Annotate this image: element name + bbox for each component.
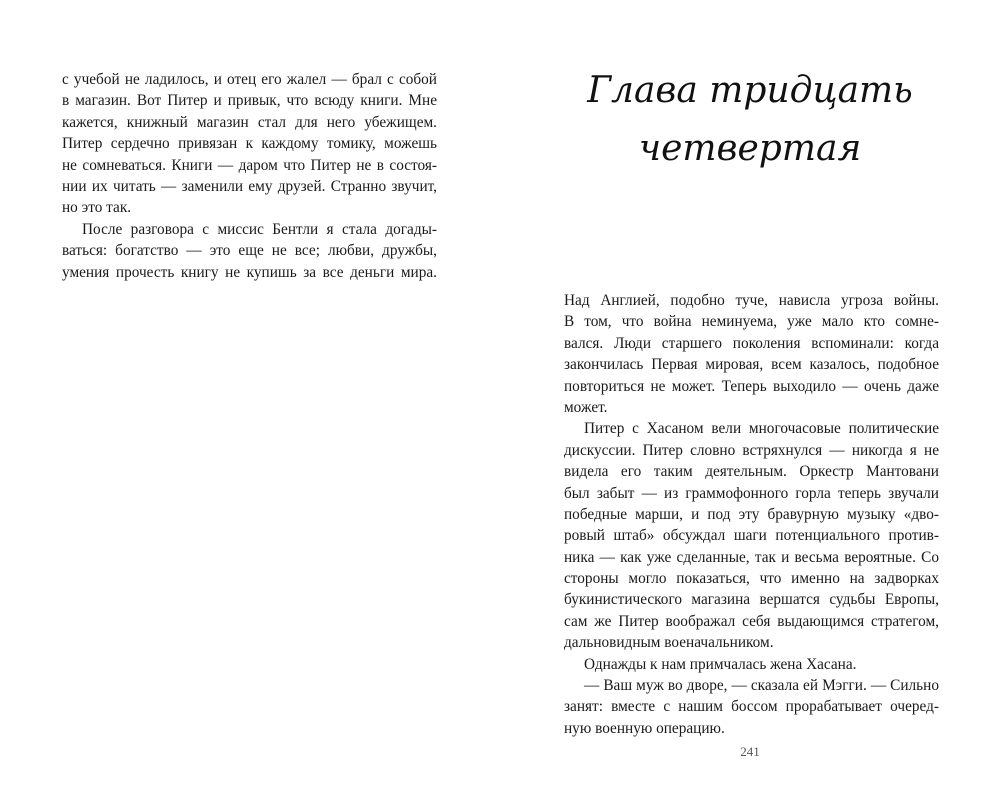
text-line: Над Англией, подобно туче, нависла угроза войны. [564, 292, 939, 309]
text-line: вался. Люди старшего поколения вспоминали: когда [564, 334, 939, 352]
text-line: был забыт — из граммофонного горла теперь звучали [564, 484, 939, 502]
text-line: кажется, книжный магазин стал для него убежищем. [62, 113, 437, 131]
text-line: В том, что война неминуема, уже мало кто сомне- [564, 313, 939, 331]
text-line: но это так. [62, 199, 132, 217]
text-line: закончилась Первая мировая, всем казалось, подобное [564, 356, 939, 374]
chapter-title-line: Глава тридцать [587, 70, 913, 111]
text-line: ную военную операцию. [564, 719, 725, 737]
text-line: дальновидным военачальником. [564, 634, 774, 652]
text-line: ваться: богатство — это еще не все; любви, дружбы, [62, 242, 437, 260]
text-line: нии их читать — заменили ему друзей. Странно звучит, [62, 177, 437, 195]
page-number: 241 [740, 744, 760, 759]
text-line: может. [564, 398, 608, 416]
text-line: После разговора с миссис Бентли я стала догады- [82, 220, 437, 238]
chapter-title-line: четвертая [638, 128, 862, 169]
text-line: видела его таким деятельным. Оркестр Мантовани [564, 463, 939, 481]
text-line: ника — как уже сделанные, так и весьма вероятные. Со [564, 548, 939, 566]
text-line: букинистического магазина вершатся судьбы Европы, [564, 591, 939, 609]
text-line: повториться не может. Теперь выходило — очень даже [564, 377, 939, 395]
chapter-title [570, 62, 930, 178]
text-line: ровый штаб» обсуждал шаги потенциального против- [564, 527, 939, 545]
text-line: дискуссии. Питер словно встряхнулся — никогда я не [564, 441, 939, 459]
left-page-text [62, 69, 437, 283]
text-line: Однажды к нам примчалась жена Хасана. [584, 655, 857, 673]
text-line: победные марши, и под эту бравурную музыку «дво- [564, 505, 939, 523]
text-line: — Ваш муж во дворе, — сказала ей Мэгги. — Сильно [584, 677, 939, 695]
text-line: в магазин. Вот Питер и привык, что всюду книги. Мне [62, 92, 437, 110]
text-line: умения прочесть книгу не купишь за все деньги мира. [62, 263, 437, 281]
text-line: сам же Питер воображал себя выдающимся стратегом, [564, 612, 939, 630]
text-line: стороны могло показаться, что именно на задворках [564, 570, 939, 588]
text-line: не сомневаться. Книги — даром что Питер не в состоя- [62, 156, 437, 174]
text-line: Питер сердечно привязан к каждому томику, можешь [62, 135, 437, 153]
text-line: занят: вместе с нашим боссом прорабатывает очеред- [564, 698, 939, 716]
text-line: с учебой не ладилось, и отец его жалел — брал с собой [62, 71, 437, 88]
right-page-text [564, 290, 939, 739]
text-line: Питер с Хасаном вели многочасовые политические [584, 420, 939, 438]
